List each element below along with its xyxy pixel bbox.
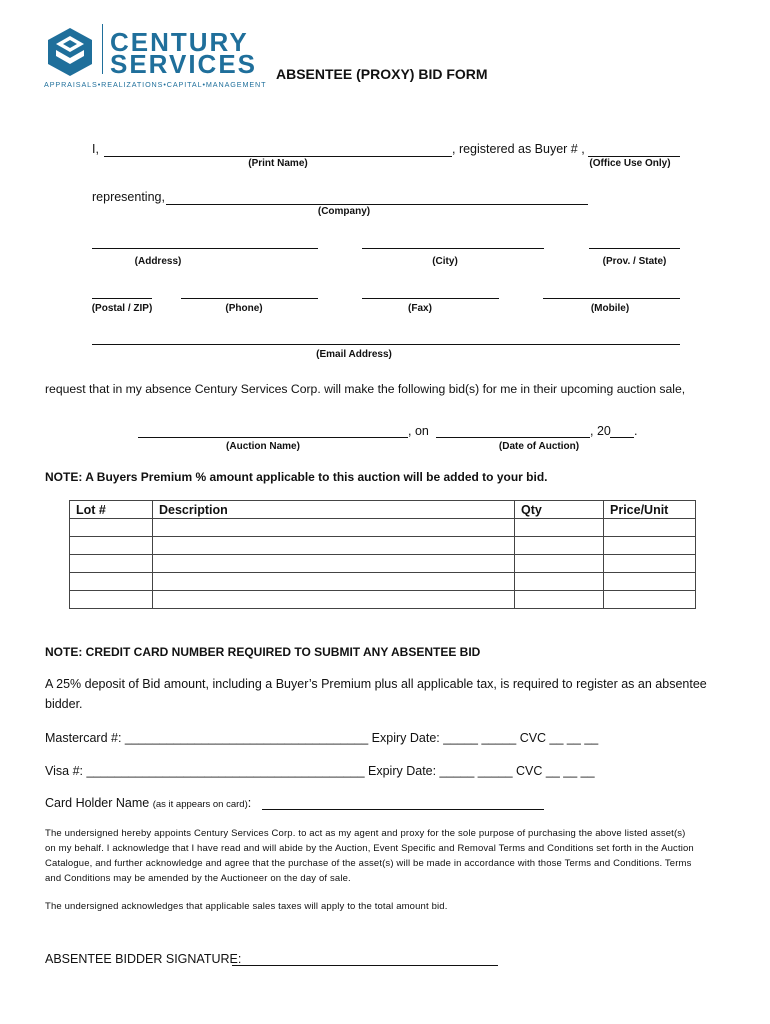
mastercard-line[interactable]: Mastercard #: ___________________________________ Expiry Date: _____ _____ CVC __ __ __ xyxy=(45,731,599,745)
legal-line: The undersigned hereby appoints Century Services Corp. to act as my agent and proxy for the sole purpose of purchasing the above listed asset(s) xyxy=(45,828,686,839)
qty-cell[interactable] xyxy=(515,591,604,609)
deposit-text-line1: A 25% deposit of Bid amount, including a Buyer’s Premium plus all applicable tax, is required to register as an absentee xyxy=(45,677,707,691)
auction-name-caption: (Auction Name) xyxy=(226,441,300,452)
card-holder-note: (as it appears on card) xyxy=(152,799,248,810)
auction-date-field[interactable] xyxy=(436,437,590,438)
bid-table-header xyxy=(70,501,696,519)
legal-line: Catalogue, and further acknowledge and agree that the purchase of the asset(s) will be made in accordance with those Terms and Conditions. Terms xyxy=(45,858,692,869)
postal-field[interactable] xyxy=(92,298,152,299)
representing-label: representing, xyxy=(92,190,165,204)
print-name-field[interactable] xyxy=(104,156,452,157)
card-holder-label: Card Holder Name xyxy=(45,796,150,810)
prov-state-caption: (Prov. / State) xyxy=(602,256,667,267)
card-holder-colon: : xyxy=(247,796,252,810)
description-cell[interactable] xyxy=(153,519,515,537)
phone-field[interactable] xyxy=(181,298,318,299)
request-text: request that in my absence Century Services Corp. will make the following bid(s) for me in their upcoming auction sale, xyxy=(45,382,686,396)
price-cell[interactable] xyxy=(604,555,696,573)
brand-name-line1: CENTURY xyxy=(110,27,249,57)
company-field[interactable] xyxy=(166,204,588,205)
lot-cell[interactable] xyxy=(70,555,153,573)
credit-card-note: NOTE: CREDIT CARD NUMBER REQUIRED TO SUBMIT ANY ABSENTEE BID xyxy=(45,645,481,659)
print-name-caption: (Print Name) xyxy=(248,158,308,169)
visa-line[interactable]: Visa #: ________________________________________ Expiry Date: _____ _____ CVC __ __ __ xyxy=(45,764,595,778)
table-row xyxy=(70,537,696,555)
sales-tax-note: The undersigned acknowledges that applicable sales taxes will apply to the total amount bid. xyxy=(45,901,448,912)
price-unit-header: Price/Unit xyxy=(604,501,696,519)
form-title: ABSENTEE (PROXY) BID FORM xyxy=(276,66,488,82)
auction-period: . xyxy=(634,424,638,438)
signature-label: ABSENTEE BIDDER SIGNATURE: xyxy=(45,952,242,966)
qty-cell[interactable] xyxy=(515,555,604,573)
description-cell[interactable] xyxy=(153,573,515,591)
card-holder-row xyxy=(45,796,251,810)
card-holder-field[interactable] xyxy=(262,809,544,810)
address-caption: (Address) xyxy=(134,256,182,267)
bid-table xyxy=(69,500,696,609)
buyer-prefix: I, xyxy=(92,142,99,156)
postal-caption: (Postal / ZIP) xyxy=(91,303,153,314)
qty-header: Qty xyxy=(515,501,604,519)
qty-cell[interactable] xyxy=(515,573,604,591)
city-caption: (City) xyxy=(432,256,458,267)
prov-state-field[interactable] xyxy=(589,248,680,249)
registered-text: , registered as Buyer # , xyxy=(452,142,585,156)
signature-field[interactable] xyxy=(232,965,498,966)
buyers-premium-note: NOTE: A Buyers Premium % amount applicable to this auction will be added to your bid. xyxy=(45,470,548,484)
fax-field[interactable] xyxy=(362,298,499,299)
auction-name-field[interactable] xyxy=(138,437,408,438)
description-cell[interactable] xyxy=(153,555,515,573)
city-field[interactable] xyxy=(362,248,544,249)
price-cell[interactable] xyxy=(604,591,696,609)
qty-cell[interactable] xyxy=(515,519,604,537)
logo-divider xyxy=(102,24,103,74)
mobile-field[interactable] xyxy=(543,298,680,299)
email-caption: (Email Address) xyxy=(316,349,392,360)
description-cell[interactable] xyxy=(153,591,515,609)
table-row xyxy=(70,591,696,609)
lot-cell[interactable] xyxy=(70,591,153,609)
email-field[interactable] xyxy=(92,344,680,345)
table-row xyxy=(70,519,696,537)
price-cell[interactable] xyxy=(604,519,696,537)
description-cell[interactable] xyxy=(153,537,515,555)
legal-line: on my behalf. I acknowledge that I have read and will abide by the Auction, Event Specific and Removal Terms and Conditions set forth in the Auction xyxy=(45,843,694,854)
brand-tagline: APPRAISALS•REALIZATIONS•CAPITAL•MANAGEMENT xyxy=(44,80,267,89)
legal-line: and Conditions may be amended by the Auctioneer on the day of sale. xyxy=(45,873,351,884)
price-cell[interactable] xyxy=(604,537,696,555)
price-cell[interactable] xyxy=(604,573,696,591)
mobile-caption: (Mobile) xyxy=(590,303,630,314)
buyer-number-field[interactable] xyxy=(588,156,680,157)
legal-paragraph xyxy=(45,826,694,886)
century-services-logo-icon xyxy=(44,26,96,78)
lot-cell[interactable] xyxy=(70,537,153,555)
address-field[interactable] xyxy=(92,248,318,249)
company-caption: (Company) xyxy=(317,206,371,217)
office-use-caption: (Office Use Only) xyxy=(589,158,671,169)
auction-date-caption: (Date of Auction) xyxy=(498,441,580,452)
phone-caption: (Phone) xyxy=(225,303,263,314)
description-header: Description xyxy=(153,501,515,519)
table-row xyxy=(70,573,696,591)
table-row xyxy=(70,555,696,573)
deposit-text-line2: bidder. xyxy=(45,697,83,711)
lot-header: Lot # xyxy=(70,501,153,519)
auction-year: , 20 xyxy=(590,424,611,438)
auction-on: , on xyxy=(408,424,429,438)
lot-cell[interactable] xyxy=(70,573,153,591)
qty-cell[interactable] xyxy=(515,537,604,555)
fax-caption: (Fax) xyxy=(408,303,432,314)
auction-year-field[interactable] xyxy=(610,437,634,438)
brand-name-line2: SERVICES xyxy=(110,49,258,79)
lot-cell[interactable] xyxy=(70,519,153,537)
